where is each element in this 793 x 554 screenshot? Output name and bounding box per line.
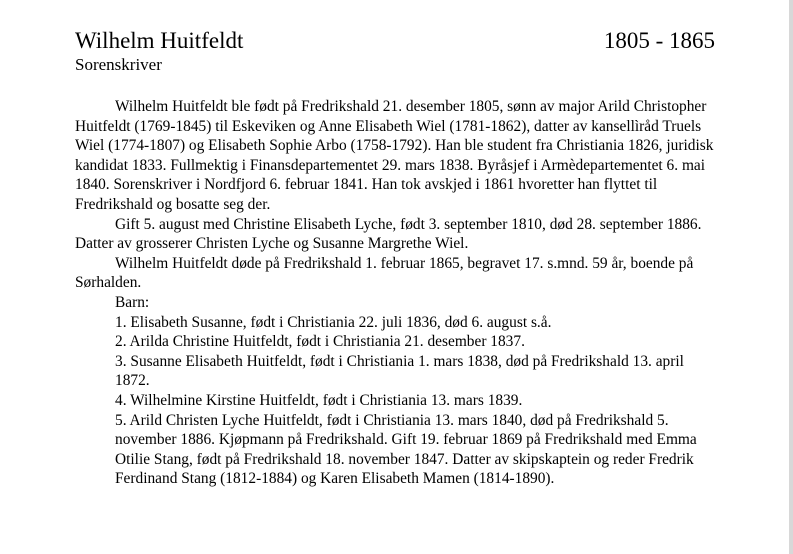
life-years: 1805 - 1865	[603, 28, 715, 53]
child-item: 2. Arilda Christine Huitfeldt, født i Christiania 21. desember 1837.	[115, 333, 525, 351]
page-edge	[789, 0, 793, 554]
child-item: 5. Arild Christen Lyche Huitfeldt, født i Christiania 13. mars 1840, død på Fredrikshald 5. november 1886. Kjøpmann på Fredrikshald. Gift 19. februar 1869 på Fredrikshald med Emma Otilie Stang, født på Fredrikshald 18. november 1847. Datter av skipskaptein og reder Fredrik Ferdinand Stang (1812-1884) og Karen Elisabeth Mamen (1814-1890).	[115, 411, 697, 488]
child-item: 3. Susanne Elisabeth Huitfeldt, født i Christiania 1. mars 1838, død på Fredrikshald 13. april 1872.	[115, 352, 684, 390]
person-name: Wilhelm Huitfeldt	[75, 28, 244, 53]
child-item: 1. Elisabeth Susanne, født i Christiania 22. juli 1836, død 6. august s.å.	[115, 313, 552, 331]
person-title: Sorenskriver	[75, 55, 162, 74]
children-label: Barn:	[115, 293, 150, 311]
children-list	[115, 293, 715, 489]
document-header	[75, 28, 715, 54]
child-item: 4. Wilhelmine Kirstine Huitfeldt, født i Christiania 13. mars 1839.	[115, 391, 523, 409]
document-page	[75, 28, 715, 489]
paragraph-marriage: Gift 5. august med Christine Elisabeth Lyche, født 3. september 1810, død 28. september 1886. Datter av grosserer Christen Lyche og Susanne Margrethe Wiel.	[75, 215, 702, 253]
document-body	[75, 97, 715, 489]
paragraph-biography: Wilhelm Huitfeldt ble født på Fredrikshald 21. desember 1805, sønn av major Arild Christopher Huitfeldt (1769-1845) til Eskeviken og Anne Elisabeth Wiel (1781-1862), datter av kansellìråd Truels Wiel (1774-1807) og Elisabeth Sophie Arbo (1758-1792). Han ble student fra Christiania 1826, juridisk kandidat 1833. Fullmektig i Finansdepartementet 29. mars 1838. Byråsjef i Armèdepartementet 6. mai 1840. Sorenskriver i Nordfjord 6. februar 1841. Han tok avskjed i 1861 hvoretter han flyttet til Fredrikshald og bosatte seg der.	[75, 98, 714, 213]
paragraph-death: Wilhelm Huitfeldt døde på Fredrikshald 1. februar 1865, begravet 17. s.mnd. 59 år, boende på Sørhalden.	[75, 254, 694, 292]
